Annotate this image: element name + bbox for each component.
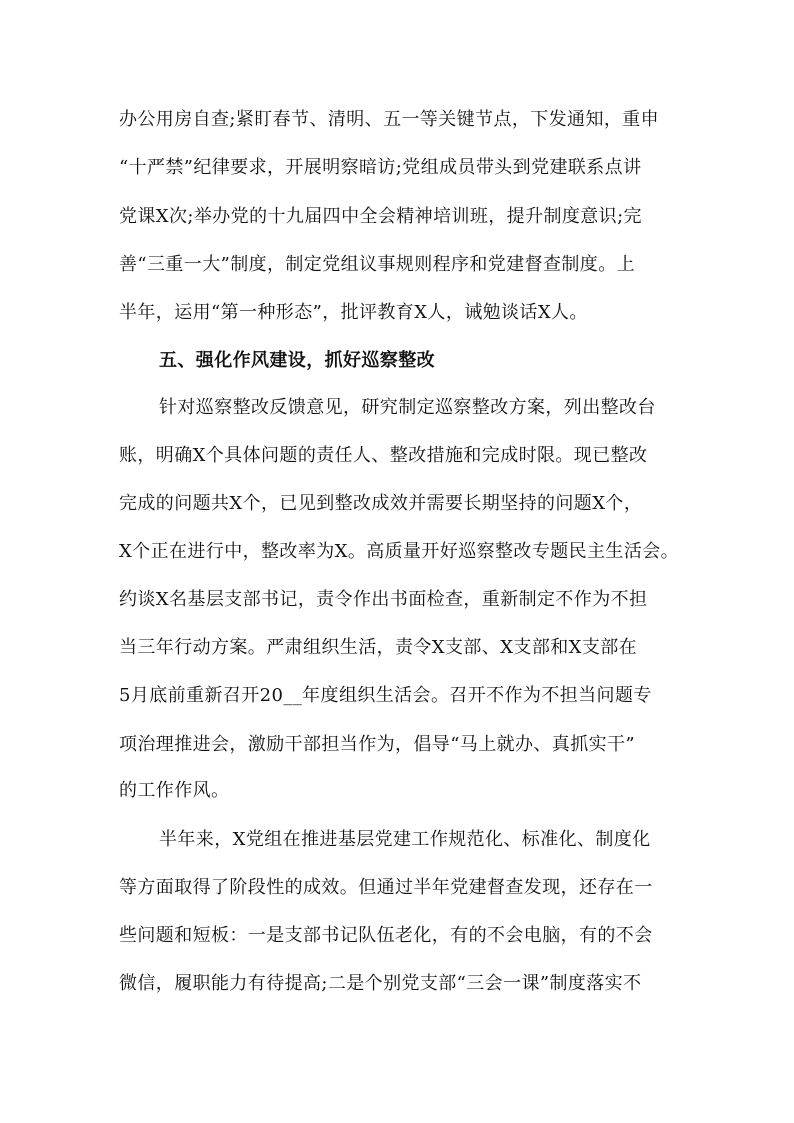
body-text-line: 当三年行动方案。严肃组织生活，责令X支部、X支部和X支部在	[119, 637, 638, 658]
body-text-line: 些问题和短板：一是支部书记队伍老化，有的不会电脑，有的不会	[119, 925, 653, 946]
body-text-line: “十严禁”纪律要求，开展明察暗访;党组成员带头到党建联系点讲	[119, 157, 642, 178]
body-text-line: 针对巡察整改反馈意见，研究制定巡察整改方案，列出整改台	[159, 397, 656, 418]
body-text-line: 约谈X名基层支部书记，责令作出书面检查，重新制定不作为不担	[119, 589, 648, 610]
body-text-line: 账，明确X个具体问题的责任人、整改措施和完成时限。现已整改	[119, 445, 648, 466]
body-text-line: 项治理推进会，激励干部担当作为，倡导“马上就办、真抓实干”	[119, 734, 636, 755]
body-text-line: 等方面取得了阶段性的成效。但通过半年党建督查发现，还存在一	[119, 877, 653, 898]
body-text-line: 党课X次;举办党的十九届四中全会精神培训班，提升制度意识;完	[119, 206, 642, 227]
body-text-line: X个正在进行中，整改率为X。高质量开好巡察整改专题民主生活会。	[119, 541, 680, 562]
body-text-line: 的工作作风。	[119, 780, 230, 801]
body-text-line: 半年来，X党组在推进基层党建工作规范化、标准化、制度化	[159, 829, 651, 850]
section-heading: 五、强化作风建设，抓好巡察整改	[159, 350, 435, 371]
body-text-line: 5月底前重新召开20__年度组织生活会。召开不作为不担当问题专	[119, 685, 652, 706]
body-text-line: 半年，运用“第一种形态”，批评教育X人，诫勉谈话X人。	[119, 302, 588, 323]
body-text-line: 办公用房自查;紧盯春节、清明、五一等关键节点，下发通知，重申	[119, 109, 660, 130]
body-text-line: 微信，履职能力有待提高;二是个别党支部“三会一课”制度落实不	[119, 973, 642, 994]
body-text-line: 完成的问题共X个，已见到整改成效并需要长期坚持的问题X个，	[119, 493, 643, 514]
body-text-line: 善“三重一大”制度，制定党组议事规则程序和党建督查制度。上	[119, 254, 636, 275]
